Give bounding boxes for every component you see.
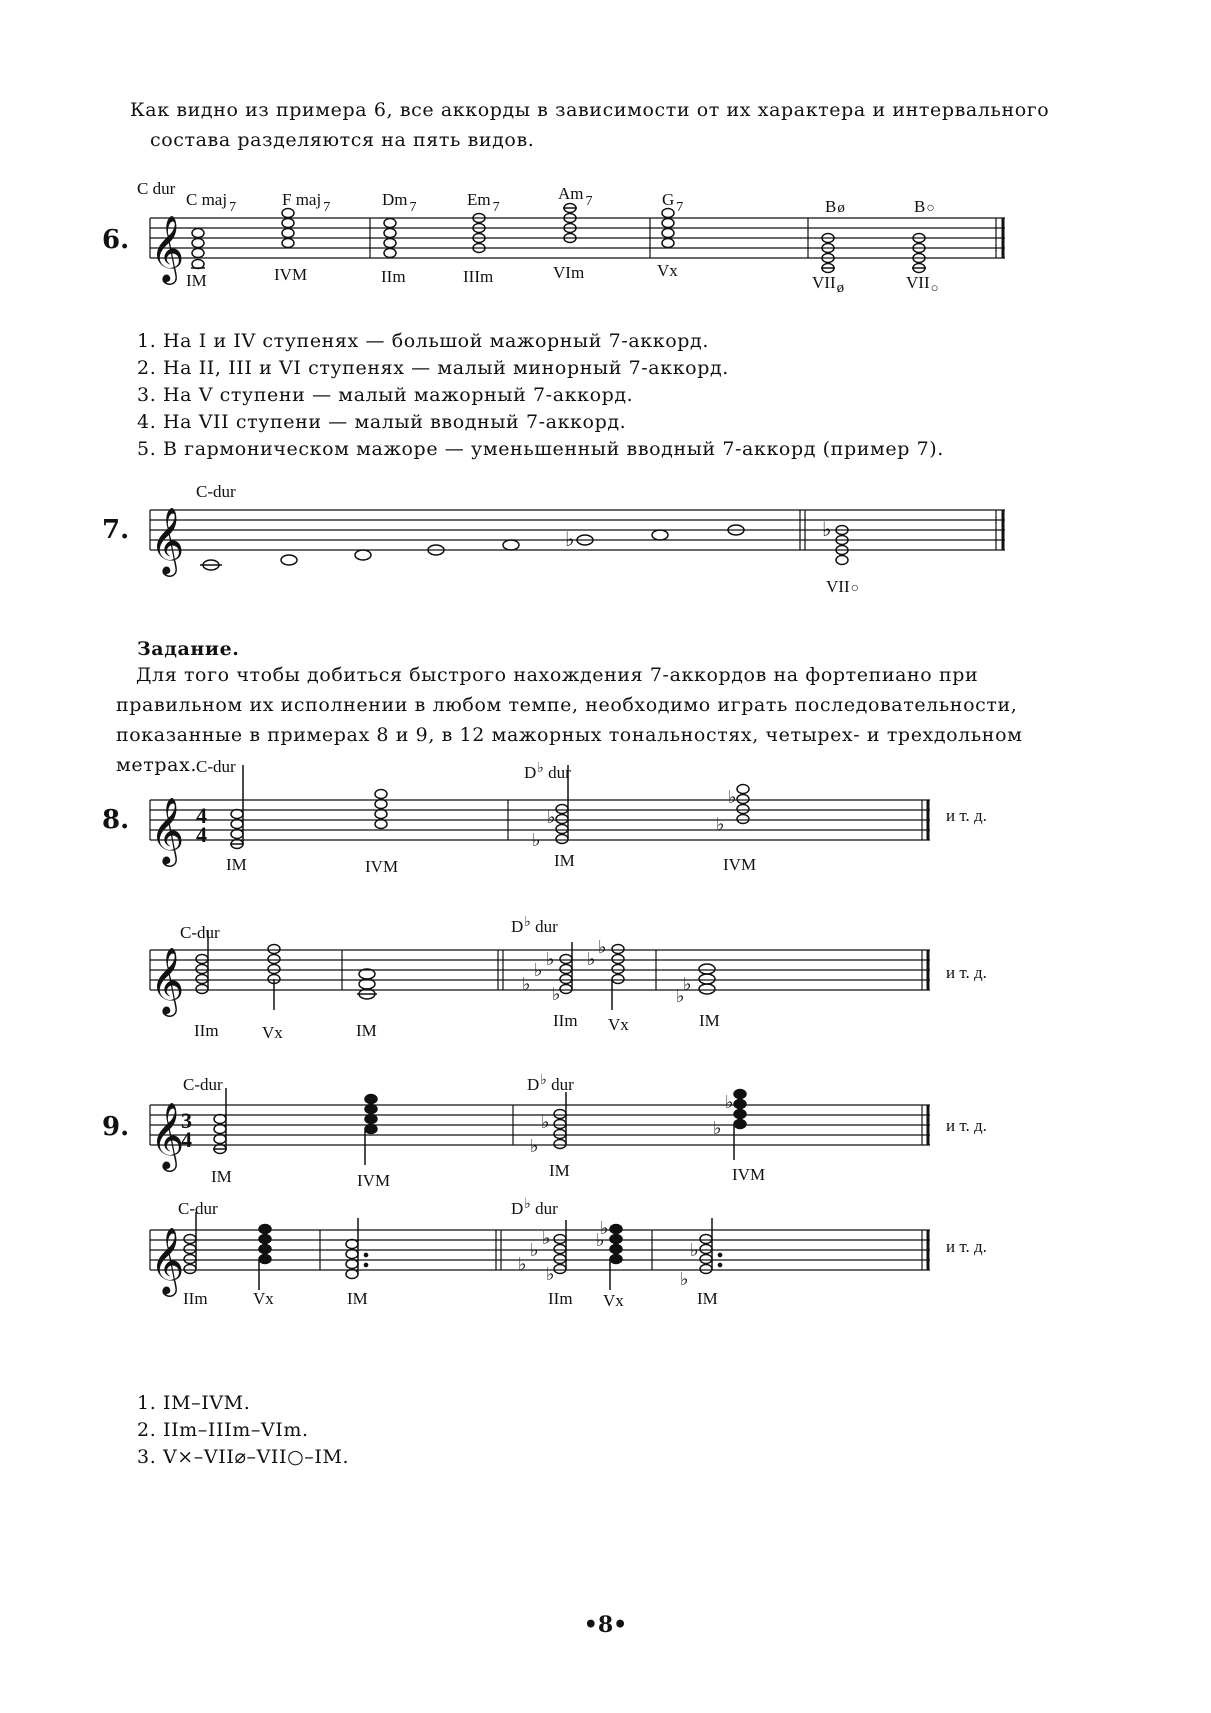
meter-top: 4 xyxy=(196,803,207,828)
key-label: C-dur xyxy=(183,1075,223,1094)
svg-text:F maj7 xyxy=(282,190,330,215)
chord-symbol-sub: 7 xyxy=(492,200,500,215)
example-6-number: 6. xyxy=(102,225,130,255)
flat-icon: ♭ xyxy=(530,1240,539,1260)
chord-symbol: B xyxy=(914,197,926,216)
flat-icon: ♭ xyxy=(596,1230,605,1250)
scale-note xyxy=(355,550,371,560)
flat-icon: ♭ xyxy=(587,949,596,969)
key-label: D xyxy=(511,917,524,936)
degree-label: IM xyxy=(186,271,207,290)
flat-icon: ♭ xyxy=(542,1228,551,1248)
degree-label: VIm xyxy=(553,263,585,282)
key-label: D xyxy=(511,1199,524,1218)
flat-icon: ♭ xyxy=(532,830,541,850)
list-item: 2. На II, III и VI ступенях — малый минорный 7-аккорд. xyxy=(137,357,729,379)
chord xyxy=(357,969,377,999)
key-label-rest: dur xyxy=(530,1199,558,1218)
chord-symbol: B xyxy=(825,197,837,216)
list-item: 4. На VII ступени — малый вводный 7-аккорд. xyxy=(137,411,627,433)
flat-icon: ♭ xyxy=(598,937,607,957)
degree-label: IIm xyxy=(194,1021,219,1040)
flat-icon: ♭ xyxy=(518,1254,527,1274)
flat-icon: ♭ xyxy=(537,761,544,776)
degree-label: IIm xyxy=(548,1289,573,1308)
flat-icon: ♭ xyxy=(680,1269,689,1289)
chord-symbol-sub: 7 xyxy=(409,200,417,215)
chord xyxy=(612,945,624,1011)
degree-label: IVM xyxy=(365,857,399,876)
scale-note xyxy=(503,540,519,550)
degree-label: Vx xyxy=(603,1291,624,1310)
svg-text:B○ xyxy=(914,197,935,216)
meter-bottom: 4 xyxy=(181,1127,192,1152)
meter-top: 3 xyxy=(181,1108,192,1133)
flat-icon: ♭ xyxy=(600,1218,609,1238)
chord-symbol-sub: 7 xyxy=(323,200,331,215)
degree-label: IIm xyxy=(183,1289,208,1308)
degree-label: IM xyxy=(699,1011,720,1030)
chord-am7 xyxy=(563,204,577,243)
chord-symbol: Am xyxy=(558,184,584,203)
flat-icon: ♭ xyxy=(690,1240,699,1260)
key-label-rest: dur xyxy=(543,763,571,782)
example-8-staff-2 xyxy=(0,910,1211,1040)
degree-label: IIm xyxy=(553,1011,578,1030)
example-9-staff-2 xyxy=(0,1190,1211,1320)
task-text: Для того чтобы добиться быстрого нахождения 7-аккордов на фортепиано при правильном их исполнении в любом темпе, необходимо играть последовательности, показанные в примерах 8 и 9, в 12 мажорных тональностях, четырех- и трехдольном метрах. xyxy=(116,664,1023,776)
degree-label-sub: ø xyxy=(836,280,845,296)
chord xyxy=(734,1090,746,1161)
chord xyxy=(259,1225,271,1291)
task-heading: Задание. xyxy=(137,638,240,660)
degree-label: IM xyxy=(347,1289,368,1308)
etc-label: и т. д. xyxy=(946,806,987,825)
example-9-number: 9. xyxy=(102,1112,130,1142)
example-8-staff-1 xyxy=(0,757,1211,880)
chord-symbol: Em xyxy=(467,190,491,209)
degree-label: Vx xyxy=(262,1023,283,1042)
chord xyxy=(365,1095,377,1166)
list-item: 1. На I и IV ступенях — большой мажорный 7-аккорд. xyxy=(137,330,710,352)
chord-symbol: G xyxy=(662,190,675,209)
chord-symbol: F maj xyxy=(282,190,322,209)
flat-icon: ♭ xyxy=(565,529,575,551)
degree-label: IVM xyxy=(274,265,308,284)
key-label: C-dur xyxy=(180,923,220,942)
flat-icon: ♭ xyxy=(547,807,556,827)
flat-icon: ♭ xyxy=(546,1264,555,1284)
flat-icon: ♭ xyxy=(822,519,832,541)
meter-bottom: 4 xyxy=(196,822,207,847)
chord-symbol-sub: 7 xyxy=(229,200,237,215)
chord-types-list xyxy=(137,328,944,463)
list-item: 3. V×–VII⌀–VII○–IM. xyxy=(137,1446,350,1468)
chord xyxy=(554,1220,566,1274)
list-item: 1. IM–IVM. xyxy=(137,1392,251,1414)
svg-text:D♭ dur xyxy=(527,1073,574,1094)
chord-em7 xyxy=(473,214,485,253)
degree-label: IM xyxy=(226,855,247,874)
flat-icon: ♭ xyxy=(716,814,725,834)
chord xyxy=(554,1092,566,1149)
key-label: D xyxy=(527,1075,540,1094)
chord-symbol-sub: ○ xyxy=(926,201,935,216)
degree-label: IVM xyxy=(357,1171,391,1190)
example-6-staff xyxy=(0,180,1211,300)
treble-clef-icon: 𝄞 xyxy=(150,948,185,1013)
flat-icon: ♭ xyxy=(522,974,531,994)
chord xyxy=(230,765,244,849)
flat-icon: ♭ xyxy=(546,949,555,969)
flat-icon: ♭ xyxy=(541,1112,550,1132)
chord-bdim xyxy=(912,234,926,273)
list-item: 5. В гармоническом мажоре — уменьшенный вводный 7-аккорд (пример 7). xyxy=(137,438,944,460)
chord xyxy=(375,790,387,829)
example-8-number: 8. xyxy=(102,805,130,835)
example-7-number: 7. xyxy=(102,515,130,545)
chord-symbol-sub: ø xyxy=(837,200,845,216)
key-label-rest: dur xyxy=(530,917,558,936)
degree-label: IM xyxy=(549,1161,570,1180)
degree-label: Vx xyxy=(608,1015,629,1034)
example-9-staff-1 xyxy=(0,1070,1211,1190)
chord xyxy=(610,1225,622,1291)
sequence-list xyxy=(137,1390,349,1471)
svg-text:VIIø xyxy=(812,273,844,296)
example-7-key: C-dur xyxy=(196,482,236,501)
scale-note xyxy=(652,530,668,540)
degree-label: Vx xyxy=(253,1289,274,1308)
chord xyxy=(213,1088,227,1154)
degree-label: IIIm xyxy=(463,267,494,286)
flat-icon: ♭ xyxy=(534,960,543,980)
degree-label: IM xyxy=(356,1021,377,1040)
chord-symbol: C maj xyxy=(186,190,228,209)
treble-clef-icon: 𝄞 xyxy=(150,216,185,281)
chord-symbol: Dm xyxy=(382,190,408,209)
degree-label: IM xyxy=(211,1167,232,1186)
flat-icon: ♭ xyxy=(725,1092,734,1112)
chord-bhalfdim xyxy=(821,234,835,273)
intro-text: Как видно из примера 6, все аккорды в зависимости от их характера и интервального состава разделяются на пять видов. xyxy=(130,99,1050,151)
key-label-rest: dur xyxy=(546,1075,574,1094)
svg-text:D♭ dur xyxy=(511,1197,558,1218)
degree-label: IIm xyxy=(381,267,406,286)
example-6-key: C dur xyxy=(137,179,176,198)
flat-icon: ♭ xyxy=(524,915,531,930)
flat-icon: ♭ xyxy=(713,1118,722,1138)
chord xyxy=(184,1212,196,1274)
degree-label-sub: ○ xyxy=(930,280,939,295)
flat-icon: ♭ xyxy=(552,984,561,1004)
degree-label: VII xyxy=(812,273,836,292)
svg-text:D♭ dur xyxy=(511,915,558,936)
treble-clef-icon: 𝄞 xyxy=(150,1103,185,1168)
flat-icon: ♭ xyxy=(683,974,692,994)
degree-label-sub: ○ xyxy=(850,581,860,596)
etc-label: и т. д. xyxy=(946,1116,987,1135)
degree-label: IM xyxy=(554,851,575,870)
flat-icon: ♭ xyxy=(540,1073,547,1088)
chord xyxy=(737,785,749,824)
degree-label: IVM xyxy=(723,855,757,874)
degree-label: IVM xyxy=(732,1165,766,1184)
page-number: •8• xyxy=(583,1612,628,1638)
flat-icon: ♭ xyxy=(728,787,737,807)
etc-label: и т. д. xyxy=(946,963,987,982)
chord-symbol-sub: 7 xyxy=(676,200,684,215)
scale-note xyxy=(281,555,297,565)
key-label: C-dur xyxy=(178,1199,218,1218)
treble-clef-icon: 𝄞 xyxy=(150,508,185,573)
svg-text:VII○ xyxy=(826,577,859,596)
treble-clef-icon: 𝄞 xyxy=(150,1228,185,1293)
list-item: 3. На V ступени — малый мажорный 7-аккорд. xyxy=(137,384,634,406)
svg-text:VII○ xyxy=(906,273,938,295)
degree-label: VII xyxy=(906,273,930,292)
degree-label: IM xyxy=(697,1289,718,1308)
flat-icon: ♭ xyxy=(530,1136,539,1156)
svg-text:C maj7 xyxy=(186,190,236,215)
flat-icon: ♭ xyxy=(524,1197,531,1212)
key-label: D xyxy=(524,763,537,782)
flat-icon: ♭ xyxy=(676,986,685,1006)
etc-label: и т. д. xyxy=(946,1237,987,1256)
svg-text:Em7 xyxy=(467,190,500,215)
degree-label: Vx xyxy=(657,261,678,280)
svg-text:Bø xyxy=(825,197,845,216)
example-7-staff xyxy=(0,470,1211,600)
key-label: C-dur xyxy=(196,757,236,776)
svg-text:Dm7 xyxy=(382,190,417,215)
chord-symbol-sub: 7 xyxy=(585,194,593,209)
chord xyxy=(268,945,280,1011)
degree-label: VII xyxy=(826,577,850,596)
chord xyxy=(700,1218,722,1274)
treble-clef-icon: 𝄞 xyxy=(150,798,185,863)
svg-text:G7 xyxy=(662,190,683,215)
svg-text:D♭ dur xyxy=(524,761,571,782)
list-item: 2. IIm–IIIm–VIm. xyxy=(137,1419,309,1441)
chord-viidim xyxy=(836,526,848,565)
